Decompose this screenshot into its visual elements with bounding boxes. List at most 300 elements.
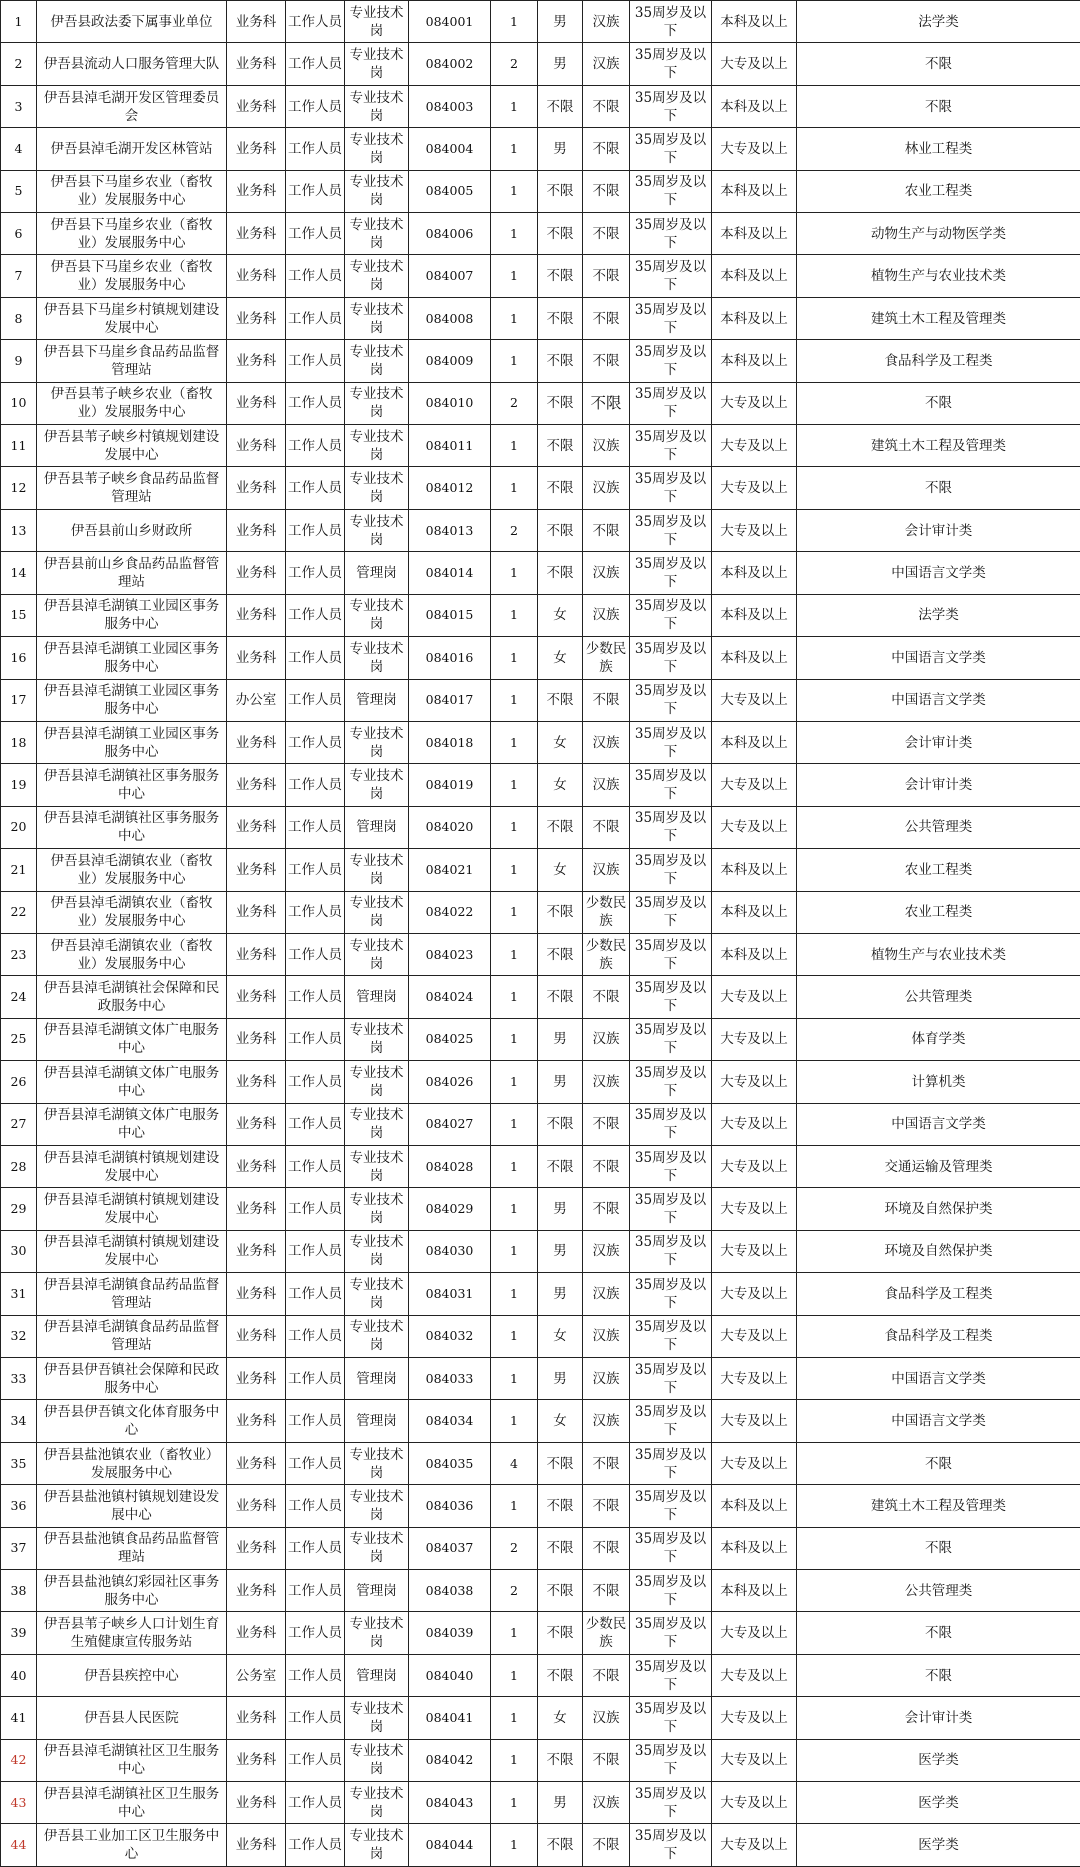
hiring-count-cell: 1: [491, 1103, 538, 1145]
major-requirement-cell: 不限: [797, 467, 1080, 509]
education-requirement-cell: 大专及以上: [712, 1188, 797, 1230]
row-number-cell: 12: [1, 467, 37, 509]
post-category-cell: 专业技术岗: [345, 1315, 409, 1357]
hiring-count-cell: 1: [491, 340, 538, 382]
education-requirement-cell: 本科及以上: [712, 170, 797, 212]
age-requirement-cell: 35周岁及以下: [630, 679, 712, 721]
table-row: [1, 1697, 1080, 1739]
staff-type-cell: 工作人员: [286, 1358, 345, 1400]
post-category-cell: 专业技术岗: [345, 340, 409, 382]
position-code-cell: 084022: [409, 891, 491, 933]
row-number-cell: 31: [1, 1273, 37, 1315]
gender-requirement-cell: 男: [538, 1018, 583, 1060]
age-requirement-cell: 35周岁及以下: [630, 1273, 712, 1315]
table-row: [1, 43, 1080, 85]
table-row: [1, 1188, 1080, 1230]
hiring-count-cell: 1: [491, 170, 538, 212]
staff-type-cell: 工作人员: [286, 1782, 345, 1824]
table-row: [1, 1654, 1080, 1696]
position-code-cell: 084021: [409, 849, 491, 891]
employer-unit-cell: 伊吾县苇子峡乡农业（畜牧业）发展服务中心: [37, 382, 227, 424]
employer-unit-cell: 伊吾县淖毛湖镇食品药品监督管理站: [37, 1315, 227, 1357]
hiring-count-cell: 4: [491, 1442, 538, 1484]
age-requirement-cell: 35周岁及以下: [630, 382, 712, 424]
ethnicity-requirement-cell: 汉族: [583, 764, 630, 806]
department-cell: 业务科: [227, 297, 286, 339]
education-requirement-cell: 本科及以上: [712, 1527, 797, 1569]
employer-unit-cell: 伊吾县盐池镇幻彩园社区事务服务中心: [37, 1570, 227, 1612]
table-row: [1, 425, 1080, 467]
table-row: [1, 933, 1080, 975]
hiring-count-cell: 1: [491, 128, 538, 170]
ethnicity-requirement-cell: 不限: [583, 213, 630, 255]
ethnicity-requirement-cell: 汉族: [583, 43, 630, 85]
ethnicity-requirement-cell: 不限: [583, 1145, 630, 1187]
gender-requirement-cell: 不限: [538, 679, 583, 721]
employer-unit-cell: 伊吾县下马崖乡村镇规划建设发展中心: [37, 297, 227, 339]
staff-type-cell: 工作人员: [286, 1018, 345, 1060]
table-row: [1, 1, 1080, 43]
ethnicity-requirement-cell: 不限: [583, 806, 630, 848]
staff-type-cell: 工作人员: [286, 1697, 345, 1739]
hiring-count-cell: 1: [491, 721, 538, 763]
education-requirement-cell: 本科及以上: [712, 297, 797, 339]
education-requirement-cell: 大专及以上: [712, 1612, 797, 1654]
row-number-cell: 8: [1, 297, 37, 339]
employer-unit-cell: 伊吾县淖毛湖镇社区事务服务中心: [37, 764, 227, 806]
age-requirement-cell: 35周岁及以下: [630, 764, 712, 806]
employer-unit-cell: 伊吾县淖毛湖镇文体广电服务中心: [37, 1061, 227, 1103]
position-code-cell: 084011: [409, 425, 491, 467]
post-category-cell: 专业技术岗: [345, 1782, 409, 1824]
gender-requirement-cell: 女: [538, 637, 583, 679]
post-category-cell: 专业技术岗: [345, 1612, 409, 1654]
employer-unit-cell: 伊吾县盐池镇食品药品监督管理站: [37, 1527, 227, 1569]
table-row: [1, 1061, 1080, 1103]
department-cell: 公务室: [227, 1654, 286, 1696]
education-requirement-cell: 本科及以上: [712, 721, 797, 763]
staff-type-cell: 工作人员: [286, 425, 345, 467]
row-number-cell: 29: [1, 1188, 37, 1230]
table-row: [1, 128, 1080, 170]
employer-unit-cell: 伊吾县淖毛湖镇工业园区事务服务中心: [37, 637, 227, 679]
ethnicity-requirement-cell: 汉族: [583, 1061, 630, 1103]
employer-unit-cell: 伊吾县下马崖乡农业（畜牧业）发展服务中心: [37, 255, 227, 297]
ethnicity-requirement-cell: 不限: [583, 255, 630, 297]
education-requirement-cell: 大专及以上: [712, 764, 797, 806]
table-row: [1, 764, 1080, 806]
post-category-cell: 管理岗: [345, 1358, 409, 1400]
department-cell: 业务科: [227, 1739, 286, 1781]
age-requirement-cell: 35周岁及以下: [630, 1824, 712, 1867]
row-number-cell: 37: [1, 1527, 37, 1569]
major-requirement-cell: 会计审计类: [797, 721, 1080, 763]
department-cell: 业务科: [227, 382, 286, 424]
major-requirement-cell: 环境及自然保护类: [797, 1230, 1080, 1272]
hiring-count-cell: 2: [491, 43, 538, 85]
major-requirement-cell: 建筑土木工程及管理类: [797, 1485, 1080, 1527]
row-number-cell: 23: [1, 933, 37, 975]
position-code-cell: 084041: [409, 1697, 491, 1739]
age-requirement-cell: 35周岁及以下: [630, 255, 712, 297]
hiring-count-cell: 1: [491, 764, 538, 806]
post-category-cell: 管理岗: [345, 1570, 409, 1612]
department-cell: 业务科: [227, 1018, 286, 1060]
employer-unit-cell: 伊吾县人民医院: [37, 1697, 227, 1739]
table-row: [1, 1400, 1080, 1442]
position-code-cell: 084008: [409, 297, 491, 339]
education-requirement-cell: 本科及以上: [712, 255, 797, 297]
employer-unit-cell: 伊吾县淖毛湖镇农业（畜牧业）发展服务中心: [37, 849, 227, 891]
table-row: [1, 891, 1080, 933]
education-requirement-cell: 大专及以上: [712, 1782, 797, 1824]
age-requirement-cell: 35周岁及以下: [630, 1400, 712, 1442]
position-code-cell: 084014: [409, 552, 491, 594]
hiring-count-cell: 1: [491, 467, 538, 509]
department-cell: 业务科: [227, 933, 286, 975]
ethnicity-requirement-cell: 不限: [583, 382, 630, 424]
age-requirement-cell: 35周岁及以下: [630, 43, 712, 85]
staff-type-cell: 工作人员: [286, 1145, 345, 1187]
row-number-cell: 16: [1, 637, 37, 679]
position-code-cell: 084010: [409, 382, 491, 424]
major-requirement-cell: 公共管理类: [797, 806, 1080, 848]
department-cell: 业务科: [227, 637, 286, 679]
major-requirement-cell: 会计审计类: [797, 1697, 1080, 1739]
gender-requirement-cell: 女: [538, 1400, 583, 1442]
major-requirement-cell: 植物生产与农业技术类: [797, 933, 1080, 975]
education-requirement-cell: 本科及以上: [712, 891, 797, 933]
gender-requirement-cell: 不限: [538, 1824, 583, 1867]
hiring-count-cell: 1: [491, 1145, 538, 1187]
post-category-cell: 专业技术岗: [345, 1273, 409, 1315]
post-category-cell: 专业技术岗: [345, 1739, 409, 1781]
employer-unit-cell: 伊吾县工业加工区卫生服务中心: [37, 1824, 227, 1867]
hiring-count-cell: 1: [491, 255, 538, 297]
post-category-cell: 专业技术岗: [345, 382, 409, 424]
table-row: [1, 1739, 1080, 1781]
age-requirement-cell: 35周岁及以下: [630, 933, 712, 975]
gender-requirement-cell: 女: [538, 1315, 583, 1357]
position-code-cell: 084043: [409, 1782, 491, 1824]
gender-requirement-cell: 不限: [538, 1654, 583, 1696]
employer-unit-cell: 伊吾县淖毛湖镇文体广电服务中心: [37, 1103, 227, 1145]
row-number-cell: 10: [1, 382, 37, 424]
major-requirement-cell: 公共管理类: [797, 976, 1080, 1018]
ethnicity-requirement-cell: 不限: [583, 679, 630, 721]
row-number-cell: 27: [1, 1103, 37, 1145]
education-requirement-cell: 大专及以上: [712, 1654, 797, 1696]
hiring-count-cell: 1: [491, 1358, 538, 1400]
gender-requirement-cell: 男: [538, 128, 583, 170]
department-cell: 业务科: [227, 1273, 286, 1315]
age-requirement-cell: 35周岁及以下: [630, 1612, 712, 1654]
position-code-cell: 084028: [409, 1145, 491, 1187]
ethnicity-requirement-cell: 不限: [583, 1103, 630, 1145]
employer-unit-cell: 伊吾县下马崖乡农业（畜牧业）发展服务中心: [37, 213, 227, 255]
position-code-cell: 084034: [409, 1400, 491, 1442]
age-requirement-cell: 35周岁及以下: [630, 1, 712, 43]
ethnicity-requirement-cell: 少数民族: [583, 891, 630, 933]
employer-unit-cell: 伊吾县伊吾镇文化体育服务中心: [37, 1400, 227, 1442]
table-row: [1, 976, 1080, 1018]
position-code-cell: 084007: [409, 255, 491, 297]
hiring-count-cell: 2: [491, 382, 538, 424]
employer-unit-cell: 伊吾县淖毛湖镇文体广电服务中心: [37, 1018, 227, 1060]
education-requirement-cell: 大专及以上: [712, 467, 797, 509]
education-requirement-cell: 大专及以上: [712, 1442, 797, 1484]
gender-requirement-cell: 男: [538, 1, 583, 43]
row-number-cell: 41: [1, 1697, 37, 1739]
department-cell: 业务科: [227, 509, 286, 551]
employer-unit-cell: 伊吾县淖毛湖镇社区事务服务中心: [37, 806, 227, 848]
position-code-cell: 084042: [409, 1739, 491, 1781]
position-code-cell: 084026: [409, 1061, 491, 1103]
department-cell: 业务科: [227, 1570, 286, 1612]
gender-requirement-cell: 不限: [538, 1103, 583, 1145]
gender-requirement-cell: 女: [538, 1697, 583, 1739]
age-requirement-cell: 35周岁及以下: [630, 128, 712, 170]
age-requirement-cell: 35周岁及以下: [630, 891, 712, 933]
position-code-cell: 084020: [409, 806, 491, 848]
department-cell: 业务科: [227, 255, 286, 297]
staff-type-cell: 工作人员: [286, 467, 345, 509]
major-requirement-cell: 植物生产与农业技术类: [797, 255, 1080, 297]
age-requirement-cell: 35周岁及以下: [630, 340, 712, 382]
employer-unit-cell: 伊吾县淖毛湖镇村镇规划建设发展中心: [37, 1145, 227, 1187]
hiring-count-cell: 1: [491, 552, 538, 594]
post-category-cell: 专业技术岗: [345, 849, 409, 891]
ethnicity-requirement-cell: 不限: [583, 297, 630, 339]
table-row: [1, 721, 1080, 763]
major-requirement-cell: 中国语言文学类: [797, 679, 1080, 721]
table-body: [1, 1, 1080, 1867]
department-cell: 业务科: [227, 594, 286, 636]
table-row: [1, 255, 1080, 297]
post-category-cell: 专业技术岗: [345, 85, 409, 127]
gender-requirement-cell: 女: [538, 594, 583, 636]
post-category-cell: 专业技术岗: [345, 1145, 409, 1187]
department-cell: 业务科: [227, 1824, 286, 1867]
education-requirement-cell: 大专及以上: [712, 128, 797, 170]
age-requirement-cell: 35周岁及以下: [630, 1739, 712, 1781]
staff-type-cell: 工作人员: [286, 43, 345, 85]
department-cell: 业务科: [227, 849, 286, 891]
position-code-cell: 084039: [409, 1612, 491, 1654]
staff-type-cell: 工作人员: [286, 1, 345, 43]
age-requirement-cell: 35周岁及以下: [630, 1570, 712, 1612]
row-number-cell: 4: [1, 128, 37, 170]
department-cell: 业务科: [227, 1, 286, 43]
major-requirement-cell: 中国语言文学类: [797, 1358, 1080, 1400]
ethnicity-requirement-cell: 少数民族: [583, 637, 630, 679]
table-row: [1, 637, 1080, 679]
staff-type-cell: 工作人员: [286, 1315, 345, 1357]
education-requirement-cell: 大专及以上: [712, 1103, 797, 1145]
staff-type-cell: 工作人员: [286, 1188, 345, 1230]
staff-type-cell: 工作人员: [286, 976, 345, 1018]
ethnicity-requirement-cell: 不限: [583, 1188, 630, 1230]
staff-type-cell: 工作人员: [286, 552, 345, 594]
ethnicity-requirement-cell: 不限: [583, 1654, 630, 1696]
table-row: [1, 340, 1080, 382]
age-requirement-cell: 35周岁及以下: [630, 1061, 712, 1103]
age-requirement-cell: 35周岁及以下: [630, 1103, 712, 1145]
major-requirement-cell: 农业工程类: [797, 849, 1080, 891]
major-requirement-cell: 中国语言文学类: [797, 1103, 1080, 1145]
ethnicity-requirement-cell: 汉族: [583, 721, 630, 763]
position-code-cell: 084024: [409, 976, 491, 1018]
major-requirement-cell: 食品科学及工程类: [797, 1315, 1080, 1357]
position-code-cell: 084029: [409, 1188, 491, 1230]
position-code-cell: 084036: [409, 1485, 491, 1527]
staff-type-cell: 工作人员: [286, 340, 345, 382]
hiring-count-cell: 1: [491, 1400, 538, 1442]
position-code-cell: 084012: [409, 467, 491, 509]
age-requirement-cell: 35周岁及以下: [630, 1358, 712, 1400]
post-category-cell: 专业技术岗: [345, 43, 409, 85]
hiring-count-cell: 1: [491, 933, 538, 975]
position-code-cell: 084032: [409, 1315, 491, 1357]
ethnicity-requirement-cell: 汉族: [583, 849, 630, 891]
post-category-cell: 专业技术岗: [345, 721, 409, 763]
employer-unit-cell: 伊吾县淖毛湖镇工业园区事务服务中心: [37, 594, 227, 636]
age-requirement-cell: 35周岁及以下: [630, 1527, 712, 1569]
staff-type-cell: 工作人员: [286, 721, 345, 763]
table-row: [1, 1103, 1080, 1145]
row-number-cell: 28: [1, 1145, 37, 1187]
table-row: [1, 509, 1080, 551]
employer-unit-cell: 伊吾县淖毛湖镇农业（畜牧业）发展服务中心: [37, 933, 227, 975]
staff-type-cell: 工作人员: [286, 509, 345, 551]
department-cell: 业务科: [227, 43, 286, 85]
education-requirement-cell: 大专及以上: [712, 1315, 797, 1357]
position-code-cell: 084009: [409, 340, 491, 382]
post-category-cell: 专业技术岗: [345, 170, 409, 212]
table-row: [1, 1527, 1080, 1569]
age-requirement-cell: 35周岁及以下: [630, 509, 712, 551]
major-requirement-cell: 不限: [797, 382, 1080, 424]
ethnicity-requirement-cell: 汉族: [583, 1697, 630, 1739]
table-row: [1, 170, 1080, 212]
position-code-cell: 084019: [409, 764, 491, 806]
staff-type-cell: 工作人员: [286, 1442, 345, 1484]
post-category-cell: 专业技术岗: [345, 1, 409, 43]
employer-unit-cell: 伊吾县淖毛湖镇工业园区事务服务中心: [37, 721, 227, 763]
department-cell: 业务科: [227, 764, 286, 806]
education-requirement-cell: 本科及以上: [712, 933, 797, 975]
department-cell: 业务科: [227, 806, 286, 848]
hiring-count-cell: 1: [491, 976, 538, 1018]
gender-requirement-cell: 不限: [538, 1739, 583, 1781]
employer-unit-cell: 伊吾县政法委下属事业单位: [37, 1, 227, 43]
department-cell: 业务科: [227, 213, 286, 255]
education-requirement-cell: 大专及以上: [712, 1739, 797, 1781]
table-row: [1, 1782, 1080, 1824]
position-code-cell: 084031: [409, 1273, 491, 1315]
table-row: [1, 85, 1080, 127]
department-cell: 业务科: [227, 1697, 286, 1739]
gender-requirement-cell: 不限: [538, 425, 583, 467]
gender-requirement-cell: 不限: [538, 255, 583, 297]
age-requirement-cell: 35周岁及以下: [630, 85, 712, 127]
major-requirement-cell: 会计审计类: [797, 764, 1080, 806]
gender-requirement-cell: 不限: [538, 1485, 583, 1527]
gender-requirement-cell: 女: [538, 721, 583, 763]
gender-requirement-cell: 不限: [538, 382, 583, 424]
hiring-count-cell: 2: [491, 1570, 538, 1612]
staff-type-cell: 工作人员: [286, 1230, 345, 1272]
hiring-count-cell: 1: [491, 849, 538, 891]
hiring-count-cell: 1: [491, 679, 538, 721]
row-number-cell: 34: [1, 1400, 37, 1442]
row-number-cell: 17: [1, 679, 37, 721]
row-number-cell: 15: [1, 594, 37, 636]
post-category-cell: 专业技术岗: [345, 467, 409, 509]
position-code-cell: 084016: [409, 637, 491, 679]
major-requirement-cell: 医学类: [797, 1739, 1080, 1781]
department-cell: 业务科: [227, 1188, 286, 1230]
row-number-cell: 40: [1, 1654, 37, 1696]
major-requirement-cell: 中国语言文学类: [797, 637, 1080, 679]
gender-requirement-cell: 不限: [538, 340, 583, 382]
staff-type-cell: 工作人员: [286, 1654, 345, 1696]
major-requirement-cell: 建筑土木工程及管理类: [797, 425, 1080, 467]
ethnicity-requirement-cell: 汉族: [583, 594, 630, 636]
employer-unit-cell: 伊吾县前山乡财政所: [37, 509, 227, 551]
major-requirement-cell: 计算机类: [797, 1061, 1080, 1103]
hiring-count-cell: 1: [491, 1, 538, 43]
table-row: [1, 1230, 1080, 1272]
row-number-cell: 25: [1, 1018, 37, 1060]
age-requirement-cell: 35周岁及以下: [630, 806, 712, 848]
row-number-cell: 21: [1, 849, 37, 891]
gender-requirement-cell: 不限: [538, 170, 583, 212]
age-requirement-cell: 35周岁及以下: [630, 1485, 712, 1527]
employer-unit-cell: 伊吾县淖毛湖镇村镇规划建设发展中心: [37, 1230, 227, 1272]
gender-requirement-cell: 男: [538, 1782, 583, 1824]
staff-type-cell: 工作人员: [286, 1061, 345, 1103]
hiring-count-cell: 1: [491, 297, 538, 339]
ethnicity-requirement-cell: 汉族: [583, 1782, 630, 1824]
post-category-cell: 专业技术岗: [345, 933, 409, 975]
department-cell: 业务科: [227, 552, 286, 594]
employer-unit-cell: 伊吾县苇子峡乡村镇规划建设发展中心: [37, 425, 227, 467]
ethnicity-requirement-cell: 不限: [583, 1527, 630, 1569]
age-requirement-cell: 35周岁及以下: [630, 552, 712, 594]
table-row: [1, 1358, 1080, 1400]
major-requirement-cell: 体育学类: [797, 1018, 1080, 1060]
staff-type-cell: 工作人员: [286, 1273, 345, 1315]
department-cell: 业务科: [227, 1527, 286, 1569]
post-category-cell: 专业技术岗: [345, 764, 409, 806]
major-requirement-cell: 公共管理类: [797, 1570, 1080, 1612]
ethnicity-requirement-cell: 不限: [583, 509, 630, 551]
position-code-cell: 084025: [409, 1018, 491, 1060]
gender-requirement-cell: 不限: [538, 467, 583, 509]
position-code-cell: 084027: [409, 1103, 491, 1145]
hiring-count-cell: 1: [491, 1230, 538, 1272]
hiring-count-cell: 1: [491, 1485, 538, 1527]
major-requirement-cell: 不限: [797, 1442, 1080, 1484]
major-requirement-cell: 交通运输及管理类: [797, 1145, 1080, 1187]
major-requirement-cell: 不限: [797, 1654, 1080, 1696]
employer-unit-cell: 伊吾县苇子峡乡人口计划生育生殖健康宣传服务站: [37, 1612, 227, 1654]
employer-unit-cell: 伊吾县淖毛湖开发区林管站: [37, 128, 227, 170]
hiring-count-cell: 1: [491, 425, 538, 467]
gender-requirement-cell: 不限: [538, 213, 583, 255]
department-cell: 业务科: [227, 1782, 286, 1824]
